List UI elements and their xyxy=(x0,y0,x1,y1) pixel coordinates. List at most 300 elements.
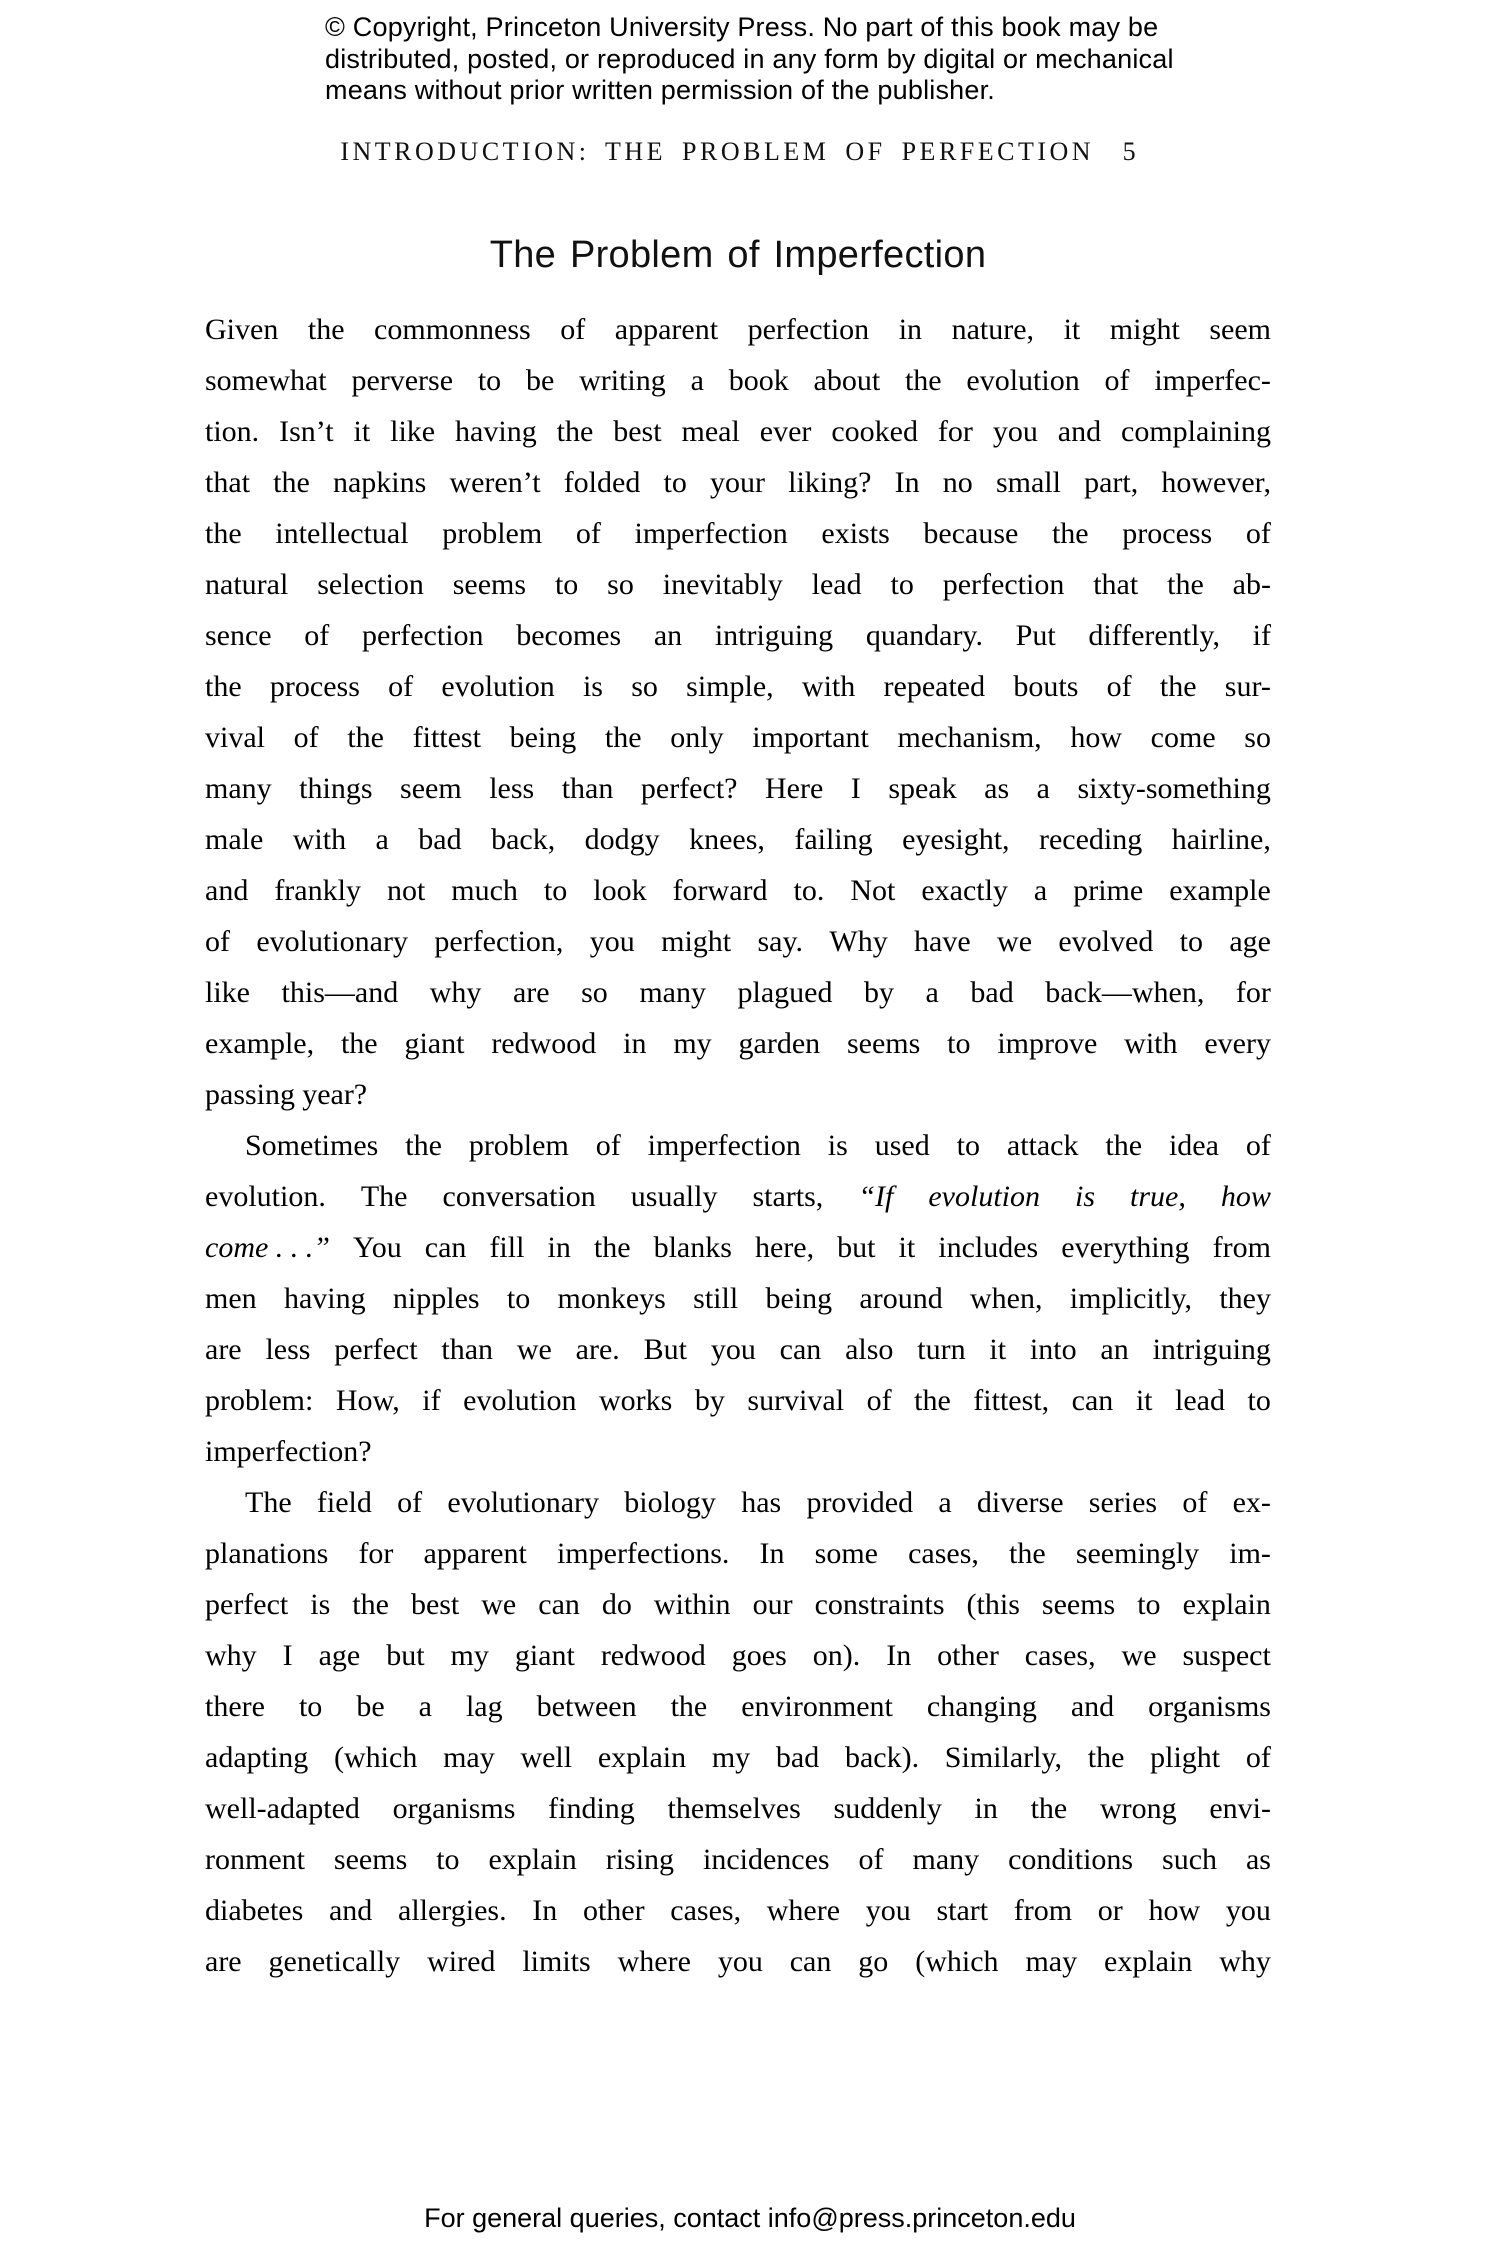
body-word: includes xyxy=(938,1231,1039,1264)
body-line xyxy=(205,406,1271,457)
body-word: a xyxy=(690,364,704,397)
body-word: limits xyxy=(522,1945,591,1978)
body-word: an xyxy=(653,619,683,652)
body-word: problem: xyxy=(205,1384,314,1417)
body-word: of xyxy=(1106,670,1132,703)
body-word: if xyxy=(1252,619,1271,652)
body-word: evolved xyxy=(1058,925,1154,958)
body-word: failing xyxy=(794,823,873,856)
body-word: are. xyxy=(575,1333,620,1366)
body-word: many xyxy=(912,1843,980,1876)
body-word: the xyxy=(1051,517,1089,550)
body-word: as xyxy=(1245,1843,1271,1876)
body-word: of xyxy=(397,1486,423,1519)
body-word: why xyxy=(1219,1945,1271,1978)
body-word: look xyxy=(593,874,647,907)
body-word: the xyxy=(556,415,594,448)
body-word: selection xyxy=(317,568,424,601)
body-line xyxy=(205,1834,1271,1885)
body-word: I xyxy=(282,1639,293,1672)
body-word: you xyxy=(1225,1894,1271,1927)
body-word: the xyxy=(1105,1129,1143,1162)
body-word-italic: evolution xyxy=(928,1180,1040,1213)
body-word: forward xyxy=(672,874,768,907)
body-word: if xyxy=(422,1384,441,1417)
body-line xyxy=(205,559,1271,610)
body-word: starts, xyxy=(752,1180,824,1213)
body-word: about xyxy=(813,364,881,397)
body-word: by xyxy=(864,976,894,1009)
body-word: sixty-something xyxy=(1077,772,1271,805)
body-word: a xyxy=(938,1486,952,1519)
copyright-line-1: © Copyright, Princeton University Press. No part of this book may be xyxy=(325,12,1159,42)
body-word: explain xyxy=(1182,1588,1271,1621)
body-word: can xyxy=(1071,1384,1114,1417)
body-word: quandary. xyxy=(865,619,983,652)
body-line xyxy=(205,1579,1271,1630)
body-word: also xyxy=(845,1333,894,1366)
body-word: because xyxy=(923,517,1019,550)
body-line xyxy=(205,508,1271,559)
body-word: are xyxy=(205,1945,242,1978)
body-word: seems xyxy=(452,568,527,601)
body-word: come xyxy=(1150,721,1216,754)
body-word: envi- xyxy=(1209,1792,1271,1825)
body-word: small xyxy=(995,466,1061,499)
body-word: Why xyxy=(829,925,888,958)
body-word: Sometimes xyxy=(245,1129,379,1162)
body-word: lead xyxy=(811,568,862,601)
body-word: nature, xyxy=(951,313,1035,346)
body-word: of xyxy=(1245,517,1271,550)
body-word: plight xyxy=(1150,1741,1221,1774)
body-word: but xyxy=(837,1231,876,1264)
body-word: imperfection xyxy=(634,517,788,550)
body-word: perfection xyxy=(942,568,1065,601)
body-word: such xyxy=(1162,1843,1218,1876)
body-word: you xyxy=(717,1945,763,1978)
body-word: survival xyxy=(747,1384,845,1417)
body-word: from xyxy=(1013,1894,1073,1927)
body-word: not xyxy=(386,874,426,907)
body-word: hairline, xyxy=(1171,823,1271,856)
body-word: well-adapted xyxy=(205,1792,360,1825)
body-word: other xyxy=(582,1894,645,1927)
body-word: The xyxy=(360,1180,408,1213)
body-line xyxy=(205,610,1271,661)
body-word: in xyxy=(623,1027,647,1060)
body-word: evolution xyxy=(966,364,1080,397)
body-word: with xyxy=(1124,1027,1178,1060)
body-word: it xyxy=(353,415,371,448)
body-word: frankly xyxy=(274,874,361,907)
body-word: imperfections. xyxy=(556,1537,730,1570)
body-word: lag xyxy=(465,1690,503,1723)
body-word: to xyxy=(1247,1384,1271,1417)
body-word: diverse xyxy=(976,1486,1064,1519)
body-word: the xyxy=(307,313,345,346)
body-word: we xyxy=(516,1333,552,1366)
body-word: monkeys xyxy=(557,1282,666,1315)
body-word: themselves xyxy=(667,1792,801,1825)
body-word: natural xyxy=(205,568,289,601)
body-word: may xyxy=(1025,1945,1078,1978)
body-word: perfection xyxy=(747,313,870,346)
body-line xyxy=(205,1528,1271,1579)
body-word-italic: how xyxy=(1220,1180,1271,1213)
body-word: so xyxy=(631,670,658,703)
body-word: goes xyxy=(731,1639,787,1672)
body-word: be xyxy=(525,364,555,397)
body-word: But xyxy=(643,1333,687,1366)
body-line xyxy=(205,1783,1271,1834)
body-word: field xyxy=(316,1486,372,1519)
body-word: where xyxy=(617,1945,691,1978)
body-word: is xyxy=(310,1588,331,1621)
body-word: prime xyxy=(1073,874,1144,907)
body-word: to. xyxy=(793,874,825,907)
body-word: having xyxy=(455,415,537,448)
body-word: is xyxy=(827,1129,848,1162)
body-word: used xyxy=(874,1129,930,1162)
body-line xyxy=(205,1069,1271,1120)
body-word: works xyxy=(598,1384,673,1417)
body-word: simple, xyxy=(686,670,774,703)
body-word: with xyxy=(292,823,347,856)
body-word: improve xyxy=(997,1027,1098,1060)
body-word: than xyxy=(441,1333,494,1366)
body-word: like xyxy=(205,976,250,1009)
body-word: has xyxy=(741,1486,782,1519)
body-word: you xyxy=(710,1333,756,1366)
body-word: rising xyxy=(605,1843,675,1876)
body-word: conversation xyxy=(442,1180,596,1213)
body-word: of xyxy=(205,925,230,958)
body-word: I xyxy=(850,772,861,805)
body-word: genetically xyxy=(268,1945,401,1978)
body-word: explain xyxy=(488,1843,577,1876)
body-word: on). xyxy=(812,1639,861,1672)
body-word: the xyxy=(205,517,242,550)
body-word: there xyxy=(205,1690,265,1723)
body-word: weren’t xyxy=(449,466,541,499)
body-word: like xyxy=(390,415,436,448)
body-word: less xyxy=(265,1333,311,1366)
body-word: ex- xyxy=(1232,1486,1271,1519)
body-word: an xyxy=(1100,1333,1129,1366)
body-word: receding xyxy=(1039,823,1143,856)
body-word: repeated xyxy=(883,670,986,703)
body-word: age xyxy=(318,1639,361,1672)
body-word: Given xyxy=(205,313,279,346)
body-word: within xyxy=(653,1588,731,1621)
body-word: Not xyxy=(850,874,896,907)
body-word: problem xyxy=(442,517,543,550)
body-word: lead xyxy=(1175,1384,1225,1417)
body-word: the xyxy=(352,1588,389,1621)
body-word: to xyxy=(956,1129,980,1162)
body-word: by xyxy=(694,1384,725,1417)
body-word: example xyxy=(1169,874,1271,907)
body-word: suddenly xyxy=(833,1792,942,1825)
body-word: seems xyxy=(846,1027,921,1060)
body-word: diabetes xyxy=(205,1894,304,1927)
body-word: the xyxy=(273,466,310,499)
body-word: have xyxy=(914,925,971,958)
body-word: this—and xyxy=(281,976,399,1009)
body-word: well xyxy=(520,1741,573,1774)
body-word: it xyxy=(1063,313,1081,346)
body-word: less xyxy=(489,772,535,805)
body-word: intriguing xyxy=(1152,1333,1271,1366)
body-word: ronment xyxy=(205,1843,305,1876)
body-word: so xyxy=(1244,721,1271,754)
body-word: liking? xyxy=(788,466,872,499)
body-word: being xyxy=(509,721,577,754)
body-line xyxy=(205,865,1271,916)
body-word: cases, xyxy=(1024,1639,1096,1672)
body-line xyxy=(205,916,1271,967)
body-word: perverse xyxy=(351,364,454,397)
body-word: tion. xyxy=(205,415,260,448)
body-word: The xyxy=(245,1486,292,1519)
body-word: can xyxy=(779,1333,822,1366)
body-word: intriguing xyxy=(714,619,834,652)
body-word: we xyxy=(997,925,1033,958)
body-word: evolution. xyxy=(205,1180,326,1213)
body-line xyxy=(205,712,1271,763)
body-word: other xyxy=(937,1639,999,1672)
body-word: usually xyxy=(630,1180,718,1213)
body-word: environment xyxy=(741,1690,893,1723)
body-word: cases, xyxy=(670,1894,742,1927)
body-word: seem xyxy=(400,772,462,805)
body-word: a xyxy=(925,976,939,1009)
body-word: how xyxy=(1148,1894,1201,1927)
body-word: changing xyxy=(926,1690,1037,1723)
body-word: book xyxy=(728,364,789,397)
body-word: napkins xyxy=(332,466,427,499)
body-line xyxy=(205,1885,1271,1936)
body-word: my xyxy=(673,1027,712,1060)
body-word: of xyxy=(1245,1741,1271,1774)
body-word: How, xyxy=(335,1384,400,1417)
body-word: and xyxy=(1070,1690,1115,1723)
body-word: to xyxy=(554,568,579,601)
body-word: the xyxy=(340,1027,378,1060)
body-word: constraints xyxy=(814,1588,945,1621)
body-text xyxy=(205,304,1271,1987)
body-word: you xyxy=(589,925,635,958)
body-word: of xyxy=(858,1843,884,1876)
body-word: seemingly xyxy=(1075,1537,1200,1570)
body-word: men xyxy=(205,1282,257,1315)
body-word: only xyxy=(670,721,724,754)
body-word: to xyxy=(1137,1588,1161,1621)
body-word: exists xyxy=(821,517,890,550)
body-word: the xyxy=(405,1129,442,1162)
body-word: some xyxy=(814,1537,878,1570)
body-word: perfection xyxy=(361,619,484,652)
body-word: are xyxy=(205,1333,242,1366)
body-word: redwood xyxy=(600,1639,706,1672)
body-word: back, xyxy=(491,823,556,856)
body-word: every xyxy=(1204,1027,1271,1060)
body-word: garden xyxy=(738,1027,821,1060)
body-word: sence xyxy=(205,619,272,652)
body-word: somewhat xyxy=(205,364,327,397)
body-line xyxy=(205,355,1271,406)
body-word-italic: “If xyxy=(858,1180,894,1213)
body-word: to xyxy=(477,364,502,397)
body-word: im- xyxy=(1229,1537,1271,1570)
body-line xyxy=(205,1120,1271,1171)
body-line xyxy=(205,1375,1271,1426)
body-word: many xyxy=(639,976,706,1009)
body-word: of xyxy=(388,670,414,703)
body-word: it xyxy=(898,1231,916,1264)
body-word: (which xyxy=(334,1741,418,1774)
body-word: of xyxy=(293,721,319,754)
body-word: wrong xyxy=(1099,1792,1177,1825)
body-word: back—when, xyxy=(1045,976,1205,1009)
body-word: but xyxy=(386,1639,425,1672)
body-word: eyesight, xyxy=(902,823,1010,856)
body-word: Put xyxy=(1015,619,1056,652)
body-word: to xyxy=(947,1027,971,1060)
body-word: the xyxy=(904,364,942,397)
body-line xyxy=(205,1171,1271,1222)
body-word: to xyxy=(1179,925,1204,958)
body-word: commonness xyxy=(374,313,531,346)
body-word: of xyxy=(560,313,586,346)
body-word: can xyxy=(789,1945,832,1978)
body-word: differently, xyxy=(1088,619,1220,652)
body-word: apparent xyxy=(423,1537,527,1570)
copyright-line-3: means without prior written permission of the publisher. xyxy=(325,75,996,105)
body-word: to xyxy=(298,1690,323,1723)
body-word: and xyxy=(1057,415,1102,448)
body-line xyxy=(205,763,1271,814)
body-word: when, xyxy=(970,1282,1043,1315)
body-word: process xyxy=(1122,517,1213,550)
body-word: evolution xyxy=(441,670,555,703)
body-word: and xyxy=(205,874,249,907)
body-word: where xyxy=(766,1894,841,1927)
body-line xyxy=(205,304,1271,355)
body-word: passing xyxy=(205,1078,295,1111)
body-word: a xyxy=(418,1690,432,1723)
body-word: we xyxy=(1121,1639,1157,1672)
body-word: cases, xyxy=(908,1537,979,1570)
body-word: the xyxy=(205,670,242,703)
body-word: becomes xyxy=(516,619,622,652)
body-word: the xyxy=(670,1690,708,1723)
body-word: adapting xyxy=(205,1741,309,1774)
body-word: perfect xyxy=(205,1588,289,1621)
body-word: the xyxy=(1009,1537,1046,1570)
body-word: you xyxy=(992,415,1038,448)
body-word: go xyxy=(858,1945,889,1978)
body-word: attack xyxy=(1006,1129,1079,1162)
body-word: perfect xyxy=(334,1333,418,1366)
body-word: dodgy xyxy=(584,823,660,856)
body-word-italic: is xyxy=(1075,1180,1096,1213)
body-word: everything xyxy=(1061,1231,1190,1264)
body-word: can xyxy=(424,1231,467,1264)
body-word: evolution xyxy=(463,1384,577,1417)
body-word: blanks xyxy=(653,1231,732,1264)
body-word: with xyxy=(801,670,856,703)
body-line xyxy=(205,661,1271,712)
body-word: around xyxy=(859,1282,943,1315)
body-word: vival xyxy=(205,721,265,754)
body-word: intellectual xyxy=(275,517,409,550)
body-word: the xyxy=(1030,1792,1068,1825)
body-word: perfection, xyxy=(434,925,564,958)
body-word: however, xyxy=(1161,466,1271,499)
body-word: so xyxy=(607,568,634,601)
body-word: cooked xyxy=(831,415,918,448)
body-word: my xyxy=(711,1741,751,1774)
body-line xyxy=(205,1273,1271,1324)
body-word: of xyxy=(1245,1129,1271,1162)
body-word: fill xyxy=(489,1231,525,1264)
body-word: imperfection? xyxy=(205,1435,372,1468)
body-word: between xyxy=(536,1690,637,1723)
body-word: problem xyxy=(468,1129,569,1162)
body-word: imperfection xyxy=(647,1129,801,1162)
body-word: in xyxy=(974,1792,998,1825)
body-word: part, xyxy=(1084,466,1139,499)
body-word: start xyxy=(936,1894,989,1927)
body-word: male xyxy=(205,823,264,856)
body-word: back). xyxy=(844,1741,920,1774)
body-word: seem xyxy=(1209,313,1271,346)
body-word: allergies. xyxy=(398,1894,507,1927)
body-word: might xyxy=(1109,313,1180,346)
body-word: or xyxy=(1097,1894,1123,1927)
body-word: In xyxy=(894,466,920,499)
body-word: are xyxy=(512,976,550,1009)
body-line xyxy=(205,1222,1271,1273)
body-word: folded xyxy=(563,466,641,499)
body-word: from xyxy=(1212,1231,1271,1264)
body-word: to xyxy=(506,1282,531,1315)
body-word: it xyxy=(989,1333,1007,1366)
body-word: planations xyxy=(205,1537,329,1570)
body-word: turn xyxy=(917,1333,966,1366)
body-word: a xyxy=(1033,874,1048,907)
body-word: year? xyxy=(302,1078,368,1111)
body-word: we xyxy=(481,1588,517,1621)
body-word: why xyxy=(205,1639,257,1672)
body-word: to xyxy=(890,568,914,601)
body-line xyxy=(205,1426,1271,1477)
body-word: much xyxy=(451,874,518,907)
body-word: fittest, xyxy=(973,1384,1050,1417)
body-word: the xyxy=(347,721,384,754)
body-word: things xyxy=(299,772,373,805)
body-word: exactly xyxy=(921,874,1008,907)
body-word: your xyxy=(709,466,765,499)
body-word: the xyxy=(593,1231,631,1264)
body-line xyxy=(205,1936,1271,1987)
body-word: seems xyxy=(333,1843,408,1876)
body-word: finding xyxy=(548,1792,635,1825)
body-word: organisms xyxy=(392,1792,516,1825)
body-word: a xyxy=(1036,772,1050,805)
